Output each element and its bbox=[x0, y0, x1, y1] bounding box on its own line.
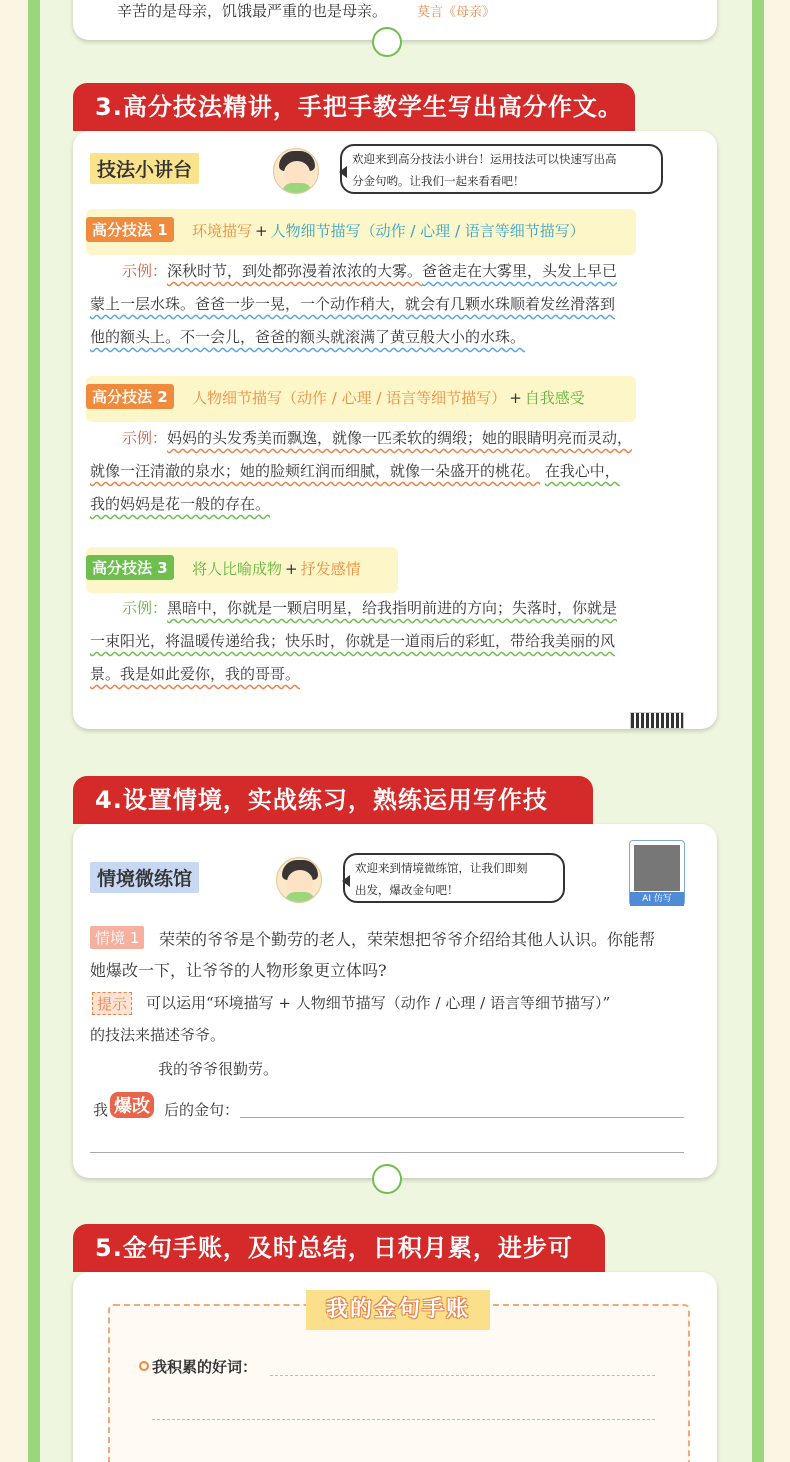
page-number-badge bbox=[372, 27, 402, 57]
answer-prefix: 我 bbox=[93, 1101, 109, 1119]
quote-source: 莫言《母亲》 bbox=[417, 5, 496, 20]
scenario-label: 情境 1 bbox=[90, 926, 144, 949]
section4-speech-bubble: 欢迎来到情境微练馆，让我们即刻 出发，爆改金句吧！ bbox=[343, 853, 565, 903]
tip1-row bbox=[86, 209, 636, 255]
answer-suffix: 后的金句： bbox=[164, 1101, 240, 1119]
student-avatar bbox=[276, 857, 322, 903]
left-margin bbox=[0, 0, 30, 1462]
hint-text-line2: 的技法来描述爷爷。 bbox=[90, 1026, 226, 1044]
good-words-line-1[interactable] bbox=[270, 1375, 655, 1376]
ai-qr-block[interactable] bbox=[629, 840, 685, 906]
tip2-row bbox=[86, 376, 636, 422]
journal-title: 我的金句手账 bbox=[306, 1290, 490, 1330]
teacher-avatar bbox=[273, 148, 319, 194]
ai-imitate-label: AI 仿写 bbox=[630, 892, 684, 906]
tip1-example: 示例：深秋时节，到处都弥漫着浓浓的大雾。爸爸走在大雾里，头发上早已 蒙上一层水珠。爸爸一步一晃，一个动作稍大，就会有几颗水珠顺着发丝滑落到 他的额头上。不一会儿，爸爸的额头就滚满了黄豆般大小的水珠。 bbox=[90, 262, 618, 346]
qr-code-icon bbox=[634, 845, 680, 891]
section3-speech-bubble: 欢迎来到高分技法小讲台！运用技法可以快速写出高 分金句哟。让我们一起来看看吧！ bbox=[340, 144, 663, 194]
right-green-bar bbox=[752, 0, 764, 1462]
section3-banner: 3.高分技法精讲，手把手教学生写出高分作文。 bbox=[73, 83, 635, 131]
hint-label: 提示 bbox=[92, 992, 132, 1015]
tip2-formula: 人物细节描写（动作 / 心理 / 语言等细节描写） + 自我感受 bbox=[192, 389, 585, 407]
answer-badge: 爆改 bbox=[110, 1092, 154, 1118]
tip1-formula: 环境描写 + 人物细节描写（动作 / 心理 / 语言等细节描写） bbox=[192, 222, 585, 240]
page-number-badge bbox=[372, 1164, 402, 1194]
answer-line-2[interactable] bbox=[90, 1152, 684, 1153]
section4-banner: 4.设置情境，实战练习，熟练运用写作技 bbox=[73, 776, 593, 824]
sample-sentence: 我的爷爷很勤劳。 bbox=[158, 1060, 279, 1078]
tip2-example: 示例：妈妈的头发秀美而飘逸，就像一匹柔软的绸缎；她的眼睛明亮而灵动， 就像一汪清澈的泉水；她的脸颊红润而细腻，就像一朵盛开的桃花。 在我心中， 我的妈妈是花一般的存在。 bbox=[90, 429, 633, 513]
section3-tag: 技法小讲台 bbox=[90, 153, 199, 184]
section4-tag: 情境微练馆 bbox=[90, 862, 199, 893]
tip2-label: 高分技法 2 bbox=[86, 384, 174, 409]
left-green-bar bbox=[28, 0, 40, 1462]
bullet-icon bbox=[139, 1361, 149, 1371]
hint-text-line1: 可以运用“环境描写 + 人物细节描写（动作 / 心理 / 语言等细节描写）” bbox=[146, 994, 611, 1012]
answer-line-1[interactable] bbox=[240, 1117, 684, 1118]
tip3-row bbox=[86, 547, 398, 593]
scenario-text-line2: 她爆改一下，让爷爷的人物形象更立体吗? bbox=[90, 961, 387, 980]
section5-banner: 5.金句手账，及时总结，日积月累，进步可 bbox=[73, 1224, 605, 1272]
tip3-label: 高分技法 3 bbox=[86, 555, 174, 580]
quote-text: 辛苦的是母亲，饥饿最严重的也是母亲。 bbox=[117, 2, 388, 20]
qr-code-icon[interactable] bbox=[630, 712, 684, 729]
tip3-example: 示例：黑暗中，你就是一颗启明星，给我指明前进的方向；失落时，你就是 一束阳光，将温暖传递给我；快乐时，你就是一道雨后的彩虹，带给我美丽的风 景。我是如此爱你，我的哥哥。 bbox=[90, 599, 618, 683]
good-words-label: 我积累的好词： bbox=[152, 1358, 258, 1376]
scenario-text-line1: 荣荣的爷爷是个勤劳的老人，荣荣想把爷爷介绍给其他人认识。你能帮 bbox=[159, 930, 656, 949]
tip3-formula: 将人比喻成物 + 抒发感情 bbox=[192, 560, 361, 578]
good-words-line-2[interactable] bbox=[152, 1419, 655, 1420]
tip1-label: 高分技法 1 bbox=[86, 217, 174, 242]
